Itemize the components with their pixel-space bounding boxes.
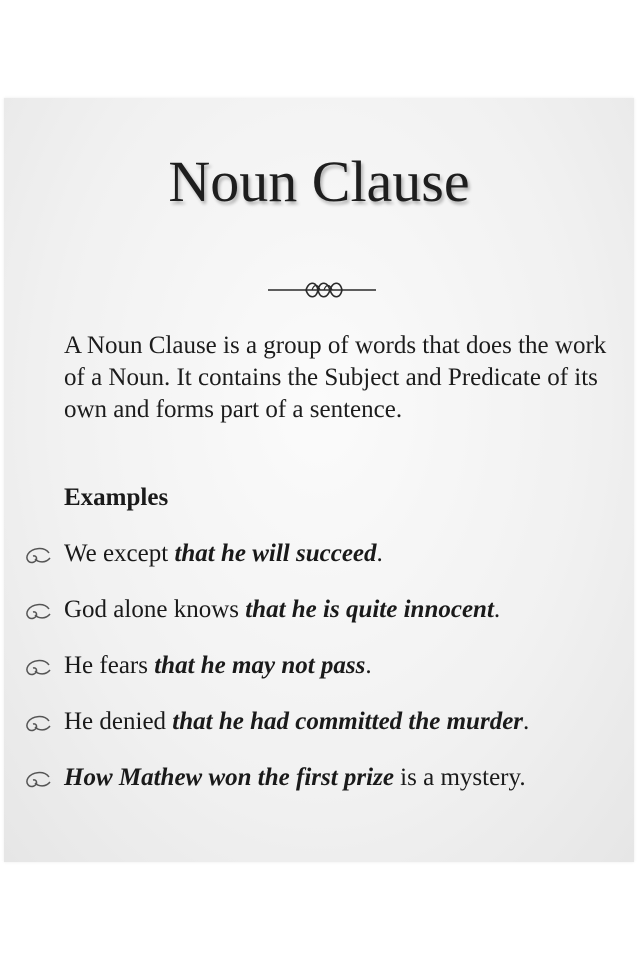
example-text xyxy=(64,650,372,682)
noun-clause: How Mathew won the first prize xyxy=(64,764,394,791)
definition-paragraph: A Noun Clause is a group of words that does the work of a Noun. It contains the Subject and Predicate of its own and forms part of a sentence. xyxy=(64,332,607,423)
example-plain: We except xyxy=(64,540,175,567)
fleuron-bullet-icon xyxy=(22,659,52,677)
example-text xyxy=(64,594,500,626)
slide-title: Noun Clause xyxy=(168,149,470,214)
example-text xyxy=(64,762,526,794)
example-plain: . xyxy=(376,540,383,567)
list-item xyxy=(4,706,634,762)
fleuron-bullet-icon xyxy=(22,547,52,565)
noun-clause: that he is quite innocent xyxy=(245,596,494,623)
list-item xyxy=(4,538,634,594)
example-plain: is a mystery. xyxy=(393,764,526,791)
examples-heading: Examples xyxy=(64,484,169,511)
fleuron-bullet-icon xyxy=(22,715,52,733)
noun-clause: that he will succeed xyxy=(174,540,377,567)
example-plain: He denied xyxy=(64,708,173,735)
example-text xyxy=(64,538,383,570)
scroll-divider-icon xyxy=(266,278,378,302)
example-plain: . xyxy=(493,596,501,623)
list-item xyxy=(4,594,634,650)
example-plain: He fears xyxy=(64,652,155,679)
slide xyxy=(4,98,634,862)
list-item xyxy=(4,650,634,706)
noun-clause: that he may not pass xyxy=(154,652,366,679)
list-item xyxy=(4,762,634,818)
fleuron-bullet-icon xyxy=(22,603,52,621)
example-plain: God alone knows xyxy=(64,596,246,623)
examples-list xyxy=(4,538,634,818)
example-text xyxy=(64,706,529,738)
example-plain: . xyxy=(365,652,372,679)
fleuron-bullet-icon xyxy=(22,771,52,789)
noun-clause: that he had committed the murder xyxy=(172,708,524,735)
example-plain: . xyxy=(523,708,530,735)
